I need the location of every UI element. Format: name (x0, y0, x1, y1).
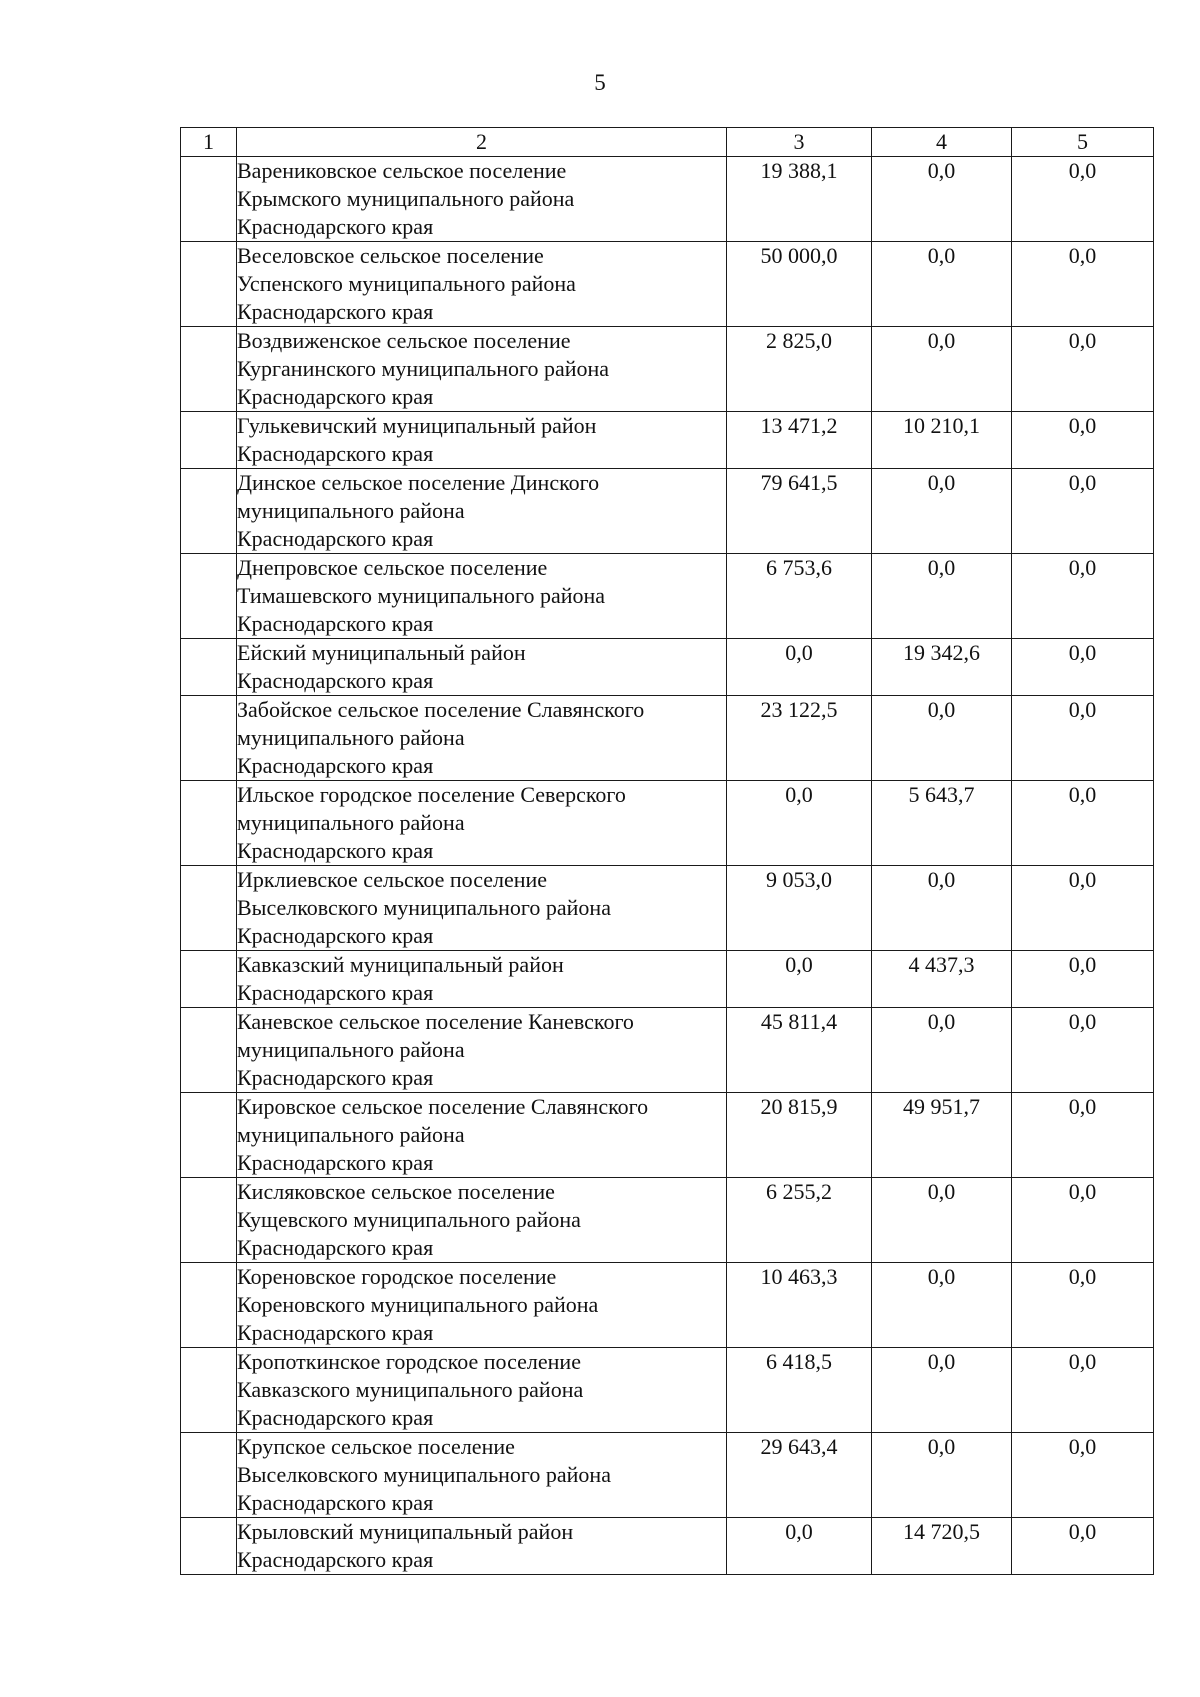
column-5-value-cell: 0,0 (1012, 951, 1154, 1008)
municipality-name-cell: Ильское городское поселение Северского муниципального района Краснодарского края (237, 781, 727, 866)
municipality-name-cell: Каневское сельское поселение Каневского муниципального района Краснодарского края (237, 1008, 727, 1093)
table-row (181, 412, 1154, 469)
column-4-value-cell: 0,0 (872, 866, 1012, 951)
column-5-value-cell: 0,0 (1012, 1178, 1154, 1263)
table-row (181, 1178, 1154, 1263)
column-number-1: 1 (181, 128, 237, 157)
row-number-cell (181, 327, 237, 412)
table-row (181, 1093, 1154, 1178)
row-number-cell (181, 951, 237, 1008)
municipality-name-cell: Кропоткинское городское поселение Кавказского муниципального района Краснодарского края (237, 1348, 727, 1433)
row-number-cell (181, 412, 237, 469)
column-5-value-cell: 0,0 (1012, 696, 1154, 781)
column-4-value-cell: 0,0 (872, 1433, 1012, 1518)
column-5-value-cell: 0,0 (1012, 1008, 1154, 1093)
row-number-cell (181, 781, 237, 866)
municipality-name-cell: Крыловский муниципальный район Краснодарского края (237, 1518, 727, 1575)
row-number-cell (181, 157, 237, 242)
municipality-name-cell: Днепровское сельское поселение Тимашевского муниципального района Краснодарского края (237, 554, 727, 639)
table-row (181, 696, 1154, 781)
municipality-name-cell: Воздвиженское сельское поселение Курганинского муниципального района Краснодарского края (237, 327, 727, 412)
column-3-value-cell: 2 825,0 (727, 327, 872, 412)
column-5-value-cell: 0,0 (1012, 469, 1154, 554)
column-3-value-cell: 19 388,1 (727, 157, 872, 242)
column-3-value-cell: 9 053,0 (727, 866, 872, 951)
column-number-2: 2 (237, 128, 727, 157)
column-3-value-cell: 20 815,9 (727, 1093, 872, 1178)
row-number-cell (181, 469, 237, 554)
column-5-value-cell: 0,0 (1012, 1093, 1154, 1178)
column-5-value-cell: 0,0 (1012, 639, 1154, 696)
column-5-value-cell: 0,0 (1012, 1348, 1154, 1433)
row-number-cell (181, 1093, 237, 1178)
column-3-value-cell: 29 643,4 (727, 1433, 872, 1518)
column-4-value-cell: 0,0 (872, 242, 1012, 327)
municipality-name-cell: Ирклиевское сельское поселение Выселковского муниципального района Краснодарского края (237, 866, 727, 951)
municipality-name-cell: Кореновское городское поселение Кореновского муниципального района Краснодарского края (237, 1263, 727, 1348)
row-number-cell (181, 1008, 237, 1093)
table-row (181, 1433, 1154, 1518)
page-number: 5 (594, 70, 606, 95)
column-4-value-cell: 0,0 (872, 1348, 1012, 1433)
column-3-value-cell: 79 641,5 (727, 469, 872, 554)
column-5-value-cell: 0,0 (1012, 781, 1154, 866)
column-4-value-cell: 14 720,5 (872, 1518, 1012, 1575)
column-5-value-cell: 0,0 (1012, 866, 1154, 951)
column-3-value-cell: 6 753,6 (727, 554, 872, 639)
column-3-value-cell: 10 463,3 (727, 1263, 872, 1348)
column-5-value-cell: 0,0 (1012, 554, 1154, 639)
column-4-value-cell: 5 643,7 (872, 781, 1012, 866)
column-4-value-cell: 0,0 (872, 696, 1012, 781)
column-5-value-cell: 0,0 (1012, 1518, 1154, 1575)
column-5-value-cell: 0,0 (1012, 412, 1154, 469)
column-number-3: 3 (727, 128, 872, 157)
column-number-4: 4 (872, 128, 1012, 157)
column-3-value-cell: 0,0 (727, 781, 872, 866)
municipality-name-cell: Кировское сельское поселение Славянского муниципального района Краснодарского края (237, 1093, 727, 1178)
municipality-name-cell: Кавказский муниципальный район Краснодарского края (237, 951, 727, 1008)
column-4-value-cell: 0,0 (872, 469, 1012, 554)
row-number-cell (181, 1178, 237, 1263)
column-3-value-cell: 0,0 (727, 951, 872, 1008)
column-3-value-cell: 6 255,2 (727, 1178, 872, 1263)
column-3-value-cell: 6 418,5 (727, 1348, 872, 1433)
row-number-cell (181, 696, 237, 781)
row-number-cell (181, 1433, 237, 1518)
table-row (181, 1518, 1154, 1575)
municipality-name-cell: Забойское сельское поселение Славянского муниципального района Краснодарского края (237, 696, 727, 781)
column-5-value-cell: 0,0 (1012, 327, 1154, 412)
table-row (181, 157, 1154, 242)
column-3-value-cell: 0,0 (727, 1518, 872, 1575)
row-number-cell (181, 1263, 237, 1348)
table-row (181, 781, 1154, 866)
column-4-value-cell: 0,0 (872, 1008, 1012, 1093)
column-5-value-cell: 0,0 (1012, 157, 1154, 242)
column-3-value-cell: 45 811,4 (727, 1008, 872, 1093)
column-number-5: 5 (1012, 128, 1154, 157)
row-number-cell (181, 242, 237, 327)
table-row (181, 1348, 1154, 1433)
column-4-value-cell: 4 437,3 (872, 951, 1012, 1008)
table-row (181, 1008, 1154, 1093)
municipality-name-cell: Варениковское сельское поселение Крымского муниципального района Краснодарского края (237, 157, 727, 242)
row-number-cell (181, 1348, 237, 1433)
row-number-cell (181, 639, 237, 696)
column-4-value-cell: 0,0 (872, 157, 1012, 242)
budget-table (180, 127, 1154, 1575)
row-number-cell (181, 554, 237, 639)
table-header-row (181, 128, 1154, 157)
column-3-value-cell: 13 471,2 (727, 412, 872, 469)
table-row (181, 327, 1154, 412)
municipality-name-cell: Веселовское сельское поселение Успенского муниципального района Краснодарского края (237, 242, 727, 327)
column-4-value-cell: 0,0 (872, 554, 1012, 639)
municipality-name-cell: Ейский муниципальный район Краснодарского края (237, 639, 727, 696)
table-row (181, 951, 1154, 1008)
column-3-value-cell: 0,0 (727, 639, 872, 696)
column-4-value-cell: 0,0 (872, 1178, 1012, 1263)
municipality-name-cell: Динское сельское поселение Динского муниципального района Краснодарского края (237, 469, 727, 554)
column-4-value-cell: 0,0 (872, 1263, 1012, 1348)
column-4-value-cell: 0,0 (872, 327, 1012, 412)
column-5-value-cell: 0,0 (1012, 1433, 1154, 1518)
municipality-name-cell: Крупское сельское поселение Выселковского муниципального района Краснодарского края (237, 1433, 727, 1518)
column-4-value-cell: 49 951,7 (872, 1093, 1012, 1178)
table-row (181, 866, 1154, 951)
table-row (181, 469, 1154, 554)
row-number-cell (181, 1518, 237, 1575)
column-3-value-cell: 50 000,0 (727, 242, 872, 327)
column-5-value-cell: 0,0 (1012, 242, 1154, 327)
table-row (181, 1263, 1154, 1348)
column-4-value-cell: 19 342,6 (872, 639, 1012, 696)
column-3-value-cell: 23 122,5 (727, 696, 872, 781)
municipality-name-cell: Гулькевичский муниципальный район Краснодарского края (237, 412, 727, 469)
table-row (181, 639, 1154, 696)
table-row (181, 242, 1154, 327)
column-4-value-cell: 10 210,1 (872, 412, 1012, 469)
column-5-value-cell: 0,0 (1012, 1263, 1154, 1348)
table-row (181, 554, 1154, 639)
row-number-cell (181, 866, 237, 951)
municipality-name-cell: Кисляковское сельское поселение Кущевского муниципального района Краснодарского края (237, 1178, 727, 1263)
